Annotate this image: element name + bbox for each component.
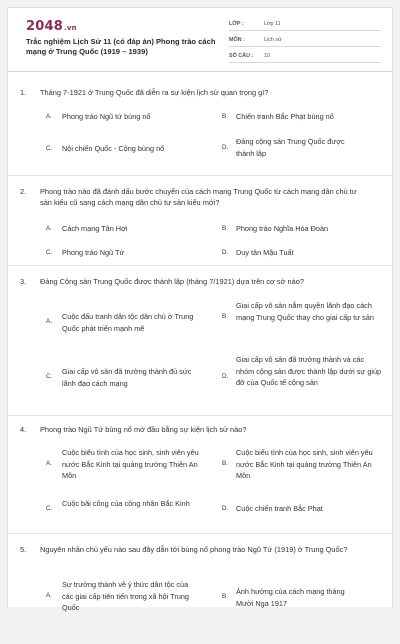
option-text: Giai cấp vô sản đã trưởng thành và các nhóm cộng sản được thành lập dưới sự giúp đỡ của Quốc tế cộng sản	[236, 355, 382, 387]
logo-text: 2048	[26, 19, 63, 34]
option-text: Phong trào Ngũ tứ bùng nổ	[62, 112, 151, 121]
question-number: 3.	[20, 277, 27, 286]
question-card	[8, 72, 392, 176]
option-text: Giai cấp vô sản đã trưởng thành đủ sức lãnh đạo cách mạng	[62, 367, 192, 388]
answer-option[interactable]	[46, 247, 196, 259]
option-letter: B.	[222, 460, 228, 467]
meta-row-count	[229, 49, 381, 63]
meta-row-subject	[229, 33, 381, 47]
meta-value: Lịch sử	[264, 36, 282, 43]
question-text	[20, 87, 370, 98]
option-text: Cuộc biểu tình của học sinh, sinh viên yêu nước Bắc Kinh tại quảng trường Thiên An Môn	[236, 448, 373, 480]
answer-option[interactable]	[222, 136, 382, 159]
option-letter: A.	[46, 460, 52, 467]
question-number: 2.	[20, 187, 27, 196]
question-text	[20, 276, 370, 287]
option-text: Cuộc bãi công của công nhân Bắc Kinh	[62, 499, 190, 508]
logo-suffix: .vn	[63, 24, 77, 32]
option-letter: C.	[46, 505, 53, 512]
question-body: Nguyên nhân chủ yếu nào sau đây dẫn tới bùng nổ phong trào Ngũ Tứ (1919) ở Trung Quốc?	[40, 545, 348, 554]
question-body: Phong trào nào đã đánh dấu bước chuyển của cách mạng Trung Quốc từ cách mạng dân chủ tư sản kiểu cũ sang cách mạng dân chủ tư sản kiểu mới?	[40, 187, 357, 207]
answer-option[interactable]	[222, 586, 382, 609]
answer-option[interactable]	[222, 354, 382, 389]
answer-option[interactable]	[46, 579, 216, 614]
option-text: Phong trào Nghĩa Hòa Đoàn	[236, 224, 329, 233]
option-text: Duy tân Mậu Tuất	[236, 248, 294, 257]
meta-label: SỐ CÂU :	[229, 52, 254, 59]
option-text: Cuộc đấu tranh dân tộc dân chủ ở Trung Quốc phát triển mạnh mẽ	[62, 312, 194, 333]
question-body: Tháng 7-1921 ở Trung Quốc đã diễn ra sự kiện lịch sử quan trọng gì?	[40, 88, 269, 97]
option-text: Cuộc chiến tranh Bắc Phạt	[236, 504, 323, 513]
question-list	[8, 72, 392, 644]
option-letter: B.	[222, 593, 228, 600]
option-text: Giai cấp vô sản nắm quyền lãnh đạo cách mạng Trung Quốc thay cho giai cấp tư sản	[236, 301, 374, 322]
option-letter: C.	[46, 145, 53, 152]
option-letter: C.	[46, 373, 53, 380]
option-letter: A.	[46, 225, 52, 232]
question-card	[8, 176, 392, 266]
answer-option[interactable]	[46, 498, 216, 510]
question-number: 5.	[20, 545, 27, 554]
question-text	[20, 544, 370, 555]
option-letter: D.	[222, 249, 229, 256]
option-text: Cách mạng Tân Hợi	[62, 224, 128, 233]
quiz-page	[7, 7, 393, 612]
answer-option[interactable]	[222, 300, 382, 323]
meta-label: LỚP :	[229, 20, 244, 27]
question-card	[8, 416, 392, 534]
option-letter: D.	[222, 505, 229, 512]
quiz-meta	[229, 17, 381, 65]
meta-label: MÔN :	[229, 36, 245, 43]
option-text: Cuộc biểu tình của học sinh, sinh viên yêu nước Bắc Kinh tại quảng trường Thiên An Môn	[62, 448, 199, 480]
meta-row-class	[229, 17, 381, 31]
answer-option[interactable]	[46, 223, 196, 235]
site-logo[interactable]	[26, 19, 77, 34]
option-letter: A.	[46, 113, 52, 120]
option-text: Phong trào Ngũ Tứ	[62, 248, 125, 257]
option-text: Sự trưởng thành về ý thức dân tộc của các giai cấp tiên tiến trong xã hội Trung Quốc	[62, 580, 189, 612]
answer-option[interactable]	[222, 223, 382, 235]
question-number: 4.	[20, 425, 27, 434]
question-text	[20, 424, 370, 435]
option-text: Chiến tranh Bắc Phạt bùng nổ	[236, 112, 334, 121]
meta-value: 10	[264, 52, 270, 59]
option-letter: C.	[46, 249, 53, 256]
option-letter: D.	[222, 144, 229, 151]
option-letter: A.	[46, 592, 52, 599]
quiz-title: Trắc nghiệm Lịch Sử 11 (có đáp án) Phong trào cách mạng ở Trung Quốc (1919 – 1939)	[26, 37, 216, 56]
option-text: Ảnh hưởng của cách mạng tháng Mười Nga 1917	[236, 587, 345, 608]
option-text: Nội chiến Quốc - Cộng bùng nổ	[62, 144, 165, 153]
question-body: Đảng Cộng sản Trung Quốc được thành lập (tháng 7/1921) dựa trên cơ sở nào?	[40, 277, 304, 286]
option-letter: B.	[222, 313, 228, 320]
question-card	[8, 534, 392, 644]
answer-option[interactable]	[46, 111, 196, 123]
question-number: 1.	[20, 88, 27, 97]
option-letter: B.	[222, 113, 228, 120]
question-body: Phong trào Ngũ Tứ bùng nổ mở đầu bằng sự kiện lịch sử nào?	[40, 425, 247, 434]
option-letter: A.	[46, 318, 52, 325]
answer-option[interactable]	[46, 143, 196, 155]
answer-option[interactable]	[46, 366, 216, 389]
answer-option[interactable]	[222, 503, 382, 515]
question-card	[8, 266, 392, 416]
meta-value: Lớp 11	[264, 20, 281, 27]
question-text	[20, 186, 370, 208]
option-letter: D.	[222, 373, 229, 380]
answer-option[interactable]	[46, 447, 216, 482]
answer-option[interactable]	[222, 111, 382, 123]
answer-option[interactable]	[46, 311, 216, 334]
answer-option[interactable]	[222, 447, 382, 482]
option-letter: B.	[222, 225, 228, 232]
quiz-header	[8, 8, 392, 72]
option-text: Đảng cộng sản Trung Quốc được thành lập	[236, 137, 345, 158]
answer-option[interactable]	[222, 247, 382, 259]
